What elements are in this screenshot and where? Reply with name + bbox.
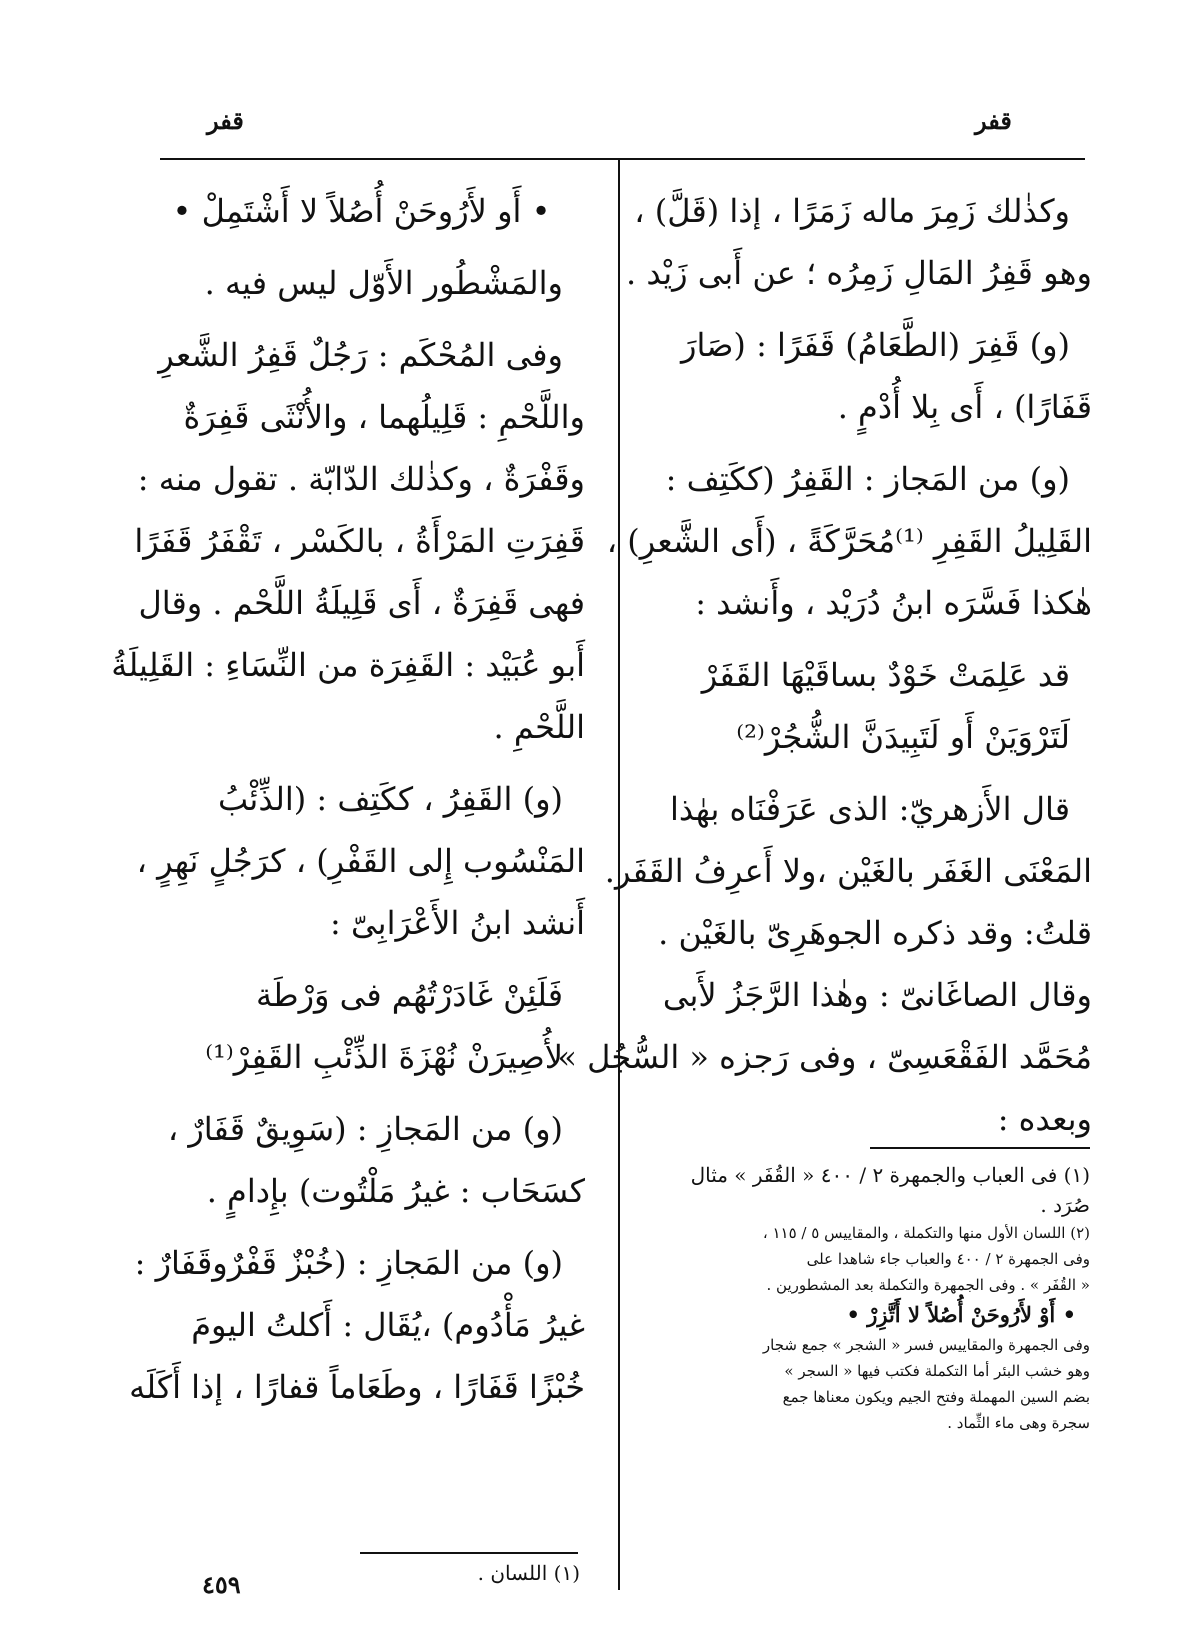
text-line: والمَشْطُور الأَوّل ليس فيه . (204, 264, 563, 302)
page-number: ٤٥٩ (202, 1570, 241, 1599)
header-rule (160, 158, 1085, 160)
paragraph (160, 252, 585, 314)
footnote-line: سجرة وهى ماء الثِّماد . (947, 1414, 1090, 1432)
paragraph (606, 448, 1092, 634)
text-line: المَعْنَى الغَفَر بالغَيْن ،ولا أَعرِفُ القَفَر. (604, 852, 1092, 890)
text-line: لَتَرْوَيَنْ أَو لَتَبِيدَنَّ الشُّجُرْ⁽²⁾ (736, 718, 1070, 756)
text-line: (و) من المَجازِ : (سَوِيقٌ قَفَارٌ ، (167, 1110, 563, 1148)
text-line: قَفَارًا) ، أَى بِلا أُدْمٍ . (837, 388, 1092, 426)
text-line: (و) القَفِرُ ، ككَتِف : (الذِّئْبُ (218, 780, 563, 818)
footnote-line: (١) فى العباب والجمهرة ٢ / ٤٠٠ « القُفَر » مثال (690, 1163, 1090, 1187)
footnote-line: « القُفَر » . وفى الجمهرة والتكملة بعد المشطورين . (766, 1276, 1090, 1294)
text-line: لأُصِيرَنْ نُهْزَةَ الذِّئْبِ القَفِرْ⁽¹⁾ (205, 1038, 563, 1076)
text-line: قال الأَزهريّ: الذى عَرَفْنَاه بهٰذا (670, 790, 1070, 828)
text-line: وبعده : (997, 1100, 1092, 1138)
text-line: وقَفْرَةٌ ، وكذٰلك الدّابّة . تقول منه : (137, 460, 585, 498)
footnote-line: • أَوْ لأَرُوحَنْ أُصُلاً لا أَتَّزِرْ • (846, 1302, 1076, 1327)
paragraph (626, 180, 1092, 304)
text-line: (و) من المَجازِ : (خُبْزٌ قَفْرٌوقَفَارٌ : (134, 1244, 563, 1282)
text-line: المَنْسُوب إِلى القَفْرِ) ، كرَجُلٍ نَهِرٍ ، (136, 842, 585, 880)
text-line: قَفِرَتِ المَرْأَةُ ، بالكَسْر ، تَقْفَرُ قَفَرًا (134, 522, 585, 560)
footnote-line: وفى الجمهرة والمقاييس فسر « الشجر » جمع شجار (762, 1336, 1090, 1354)
text-line: أَنشد ابنُ الأَعْرَابِىّ : (330, 904, 585, 942)
paragraph (557, 778, 1092, 1150)
text-line: القَلِيلُ القَفِرِ ⁽¹⁾مُحَرَّكَةً ، (أَى الشَّعرِ) ، (606, 522, 1092, 560)
verse-block (160, 964, 585, 1088)
verse-block (655, 644, 1092, 768)
footnote-line: صُرَد . (1040, 1193, 1090, 1217)
right-column (557, 180, 1092, 1160)
text-line: خُبْزًا قَفَارًا ، وطَعَاماً قفارًا ، إذا أَكَلَه (129, 1368, 585, 1406)
footnotes-left (360, 1558, 580, 1588)
footnote-line: بضم السين المهملة وفتح الجيم ويكون معناها جمع (782, 1388, 1090, 1406)
text-line: أَبو عُبَيْد : القَفِرَة من النِّسَاءِ : القَلِيلَةُ (111, 646, 585, 684)
text-line: (و) من المَجاز : القَفِرُ (ككَتِف : (665, 460, 1070, 498)
text-line: (و) قَفِرَ (الطَّعَامُ) قَفَرًا : (صَارَ (681, 326, 1070, 364)
footnote-line: (٢) اللسان الأول منها والتكملة ، والمقاييس ٥ / ١١٥ ، (762, 1224, 1090, 1242)
running-head-right: قفر (975, 106, 1012, 135)
running-head-left: قفر (207, 106, 244, 135)
paragraph (129, 1232, 585, 1418)
text-line: واللَّحْمِ : قَلِيلُهما ، والأُنْثَى قَفِرَةٌ (183, 398, 585, 436)
footnote-line: وهو خشب البئر أما التكملة فكتب فيها « السجر » (784, 1362, 1090, 1380)
text-line: كسَحَاب : غيرُ مَلْتُوت) بإِدامٍ . (206, 1172, 585, 1210)
text-line: وفى المُحْكَم : رَجُلٌ قَفِرُ الشَّعرِ (158, 336, 563, 374)
text-line: اللَّحْمِ . (493, 708, 585, 746)
verse-block (160, 180, 585, 242)
text-line: هٰكذا فَسَّرَه ابنُ دُرَيْد ، وأَنشد : (695, 584, 1092, 622)
paragraph (160, 1098, 585, 1222)
text-line: • أَو لأَرُوحَنْ أُصُلاً لا أَشْتَمِلْ • (172, 192, 551, 230)
text-line: وهو قَفِرُ المَالِ زَمِرُه ؛ عن أَبى زَيْد . (626, 254, 1092, 292)
footnote-rule-left (360, 1552, 578, 1554)
footnote-line: وفى الجمهرة ٢ / ٤٠٠ والعباب جاء شاهدا على (806, 1250, 1090, 1268)
text-line: فَلَئِنْ غَادَرْتُهُم فى وَرْطَة (255, 976, 563, 1014)
text-line: قد عَلِمَتْ خَوْدٌ بساقَيْهَا القَفَرْ (701, 656, 1070, 694)
footnote-rule-right (870, 1147, 1090, 1149)
left-column (111, 180, 585, 1428)
footnote-line: (١) اللسان . (477, 1561, 580, 1585)
text-line: وقال الصاغَانىّ : وهٰذا الرَّجَزُ لأَبى (662, 976, 1092, 1014)
paragraph (655, 314, 1092, 438)
paragraph (111, 324, 585, 758)
paragraph (136, 768, 585, 954)
footnotes-right (650, 1160, 1090, 1436)
text-line: قلتُ: وقد ذكره الجوهَرِىّ بالغَيْن . (658, 914, 1092, 952)
text-line: مُحَمَّد الفَقْعَسِىّ ، وفى رَجزه « السُّجُل » (557, 1038, 1092, 1076)
text-line: وكذٰلك زَمِرَ ماله زَمَرًا ، إذا (قَلَّ) ، (634, 192, 1070, 230)
text-line: غيرُ مَأْدُوم) ،يُقَال : أَكلتُ اليومَ (191, 1306, 585, 1344)
text-line: فهى قَفِرَةٌ ، أَى قَلِيلَةُ اللَّحْم . وقال (138, 584, 585, 622)
